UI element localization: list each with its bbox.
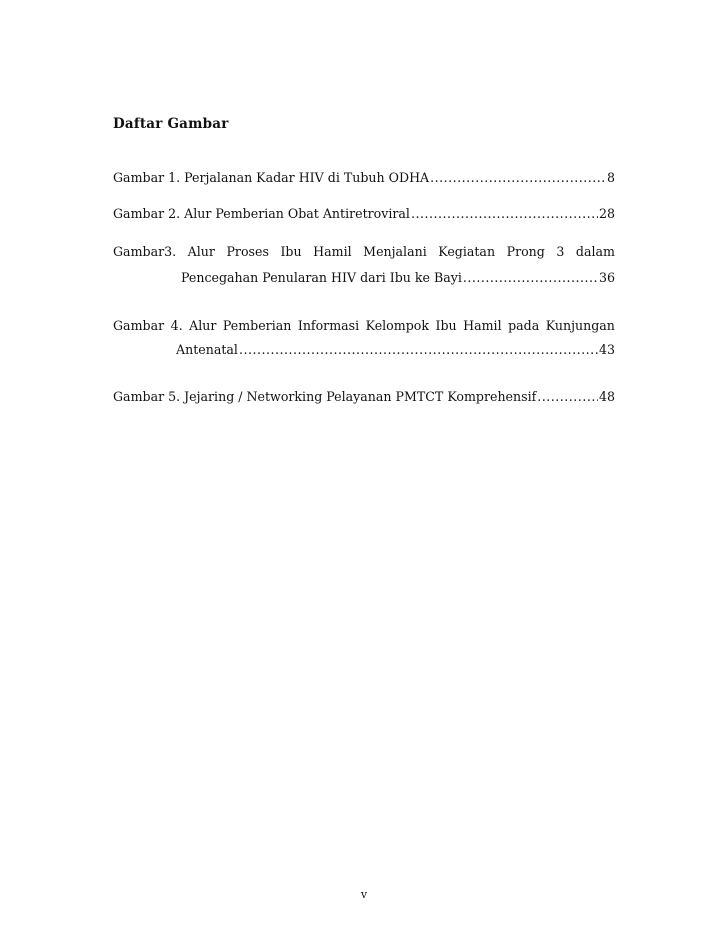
word: Pemberian bbox=[222, 318, 292, 333]
word: Ibu bbox=[280, 244, 302, 259]
word: Gambar bbox=[113, 318, 165, 333]
word: Kunjungan bbox=[545, 318, 615, 333]
toc-entry-title: Gambar 5. Jejaring / Networking Pelayanan PMTCT Komprehensif bbox=[113, 389, 537, 404]
toc-page-number: 28 bbox=[598, 206, 615, 221]
toc-entry-2[interactable] bbox=[113, 206, 615, 222]
word: Prong bbox=[506, 244, 545, 259]
word: Ibu bbox=[435, 318, 457, 333]
toc-entry-title-line2: Antenatal bbox=[176, 342, 238, 357]
word: Alur bbox=[187, 244, 215, 259]
word: Informasi bbox=[297, 318, 360, 333]
toc-entry-4-continuation[interactable] bbox=[113, 342, 615, 358]
toc-entry-3-continuation[interactable] bbox=[113, 270, 615, 286]
toc-entry-title: Gambar 1. Perjalanan Kadar HIV di Tubuh ODHA bbox=[113, 170, 430, 185]
dot-leader bbox=[537, 389, 598, 405]
toc-page-number: 48 bbox=[598, 389, 615, 404]
dot-leader bbox=[239, 342, 598, 358]
dot-leader bbox=[411, 206, 598, 222]
page-title: Daftar Gambar bbox=[113, 116, 229, 132]
toc-entry-5[interactable] bbox=[113, 389, 615, 405]
toc-page-number: 8 bbox=[606, 170, 615, 185]
word: Kelompok bbox=[365, 318, 429, 333]
toc-page-number: 36 bbox=[598, 270, 615, 285]
word: Hamil bbox=[463, 318, 502, 333]
word: Gambar3. bbox=[113, 244, 177, 259]
dot-leader bbox=[430, 170, 606, 186]
word: Hamil bbox=[313, 244, 352, 259]
word: Alur bbox=[189, 318, 217, 333]
toc-page-number: 43 bbox=[598, 342, 615, 357]
word: pada bbox=[508, 318, 540, 333]
word: dalam bbox=[575, 244, 615, 259]
word: 3 bbox=[556, 244, 565, 259]
word: Menjalani bbox=[363, 244, 427, 259]
toc-entry-title-line1 bbox=[113, 244, 615, 260]
word: Proses bbox=[226, 244, 269, 259]
word: 4. bbox=[170, 318, 183, 333]
toc-entry-1[interactable] bbox=[113, 170, 615, 186]
word: Kegiatan bbox=[438, 244, 496, 259]
toc-entry-4[interactable] bbox=[113, 318, 615, 334]
toc-entry-title-line1 bbox=[113, 318, 615, 334]
page-number: v bbox=[360, 888, 368, 901]
toc-entry-title-line2: Pencegahan Penularan HIV dari Ibu ke Bayi bbox=[181, 270, 462, 285]
dot-leader bbox=[463, 270, 598, 286]
toc-entry-3[interactable] bbox=[113, 244, 615, 260]
toc-entry-title: Gambar 2. Alur Pemberian Obat Antiretroviral bbox=[113, 206, 410, 221]
